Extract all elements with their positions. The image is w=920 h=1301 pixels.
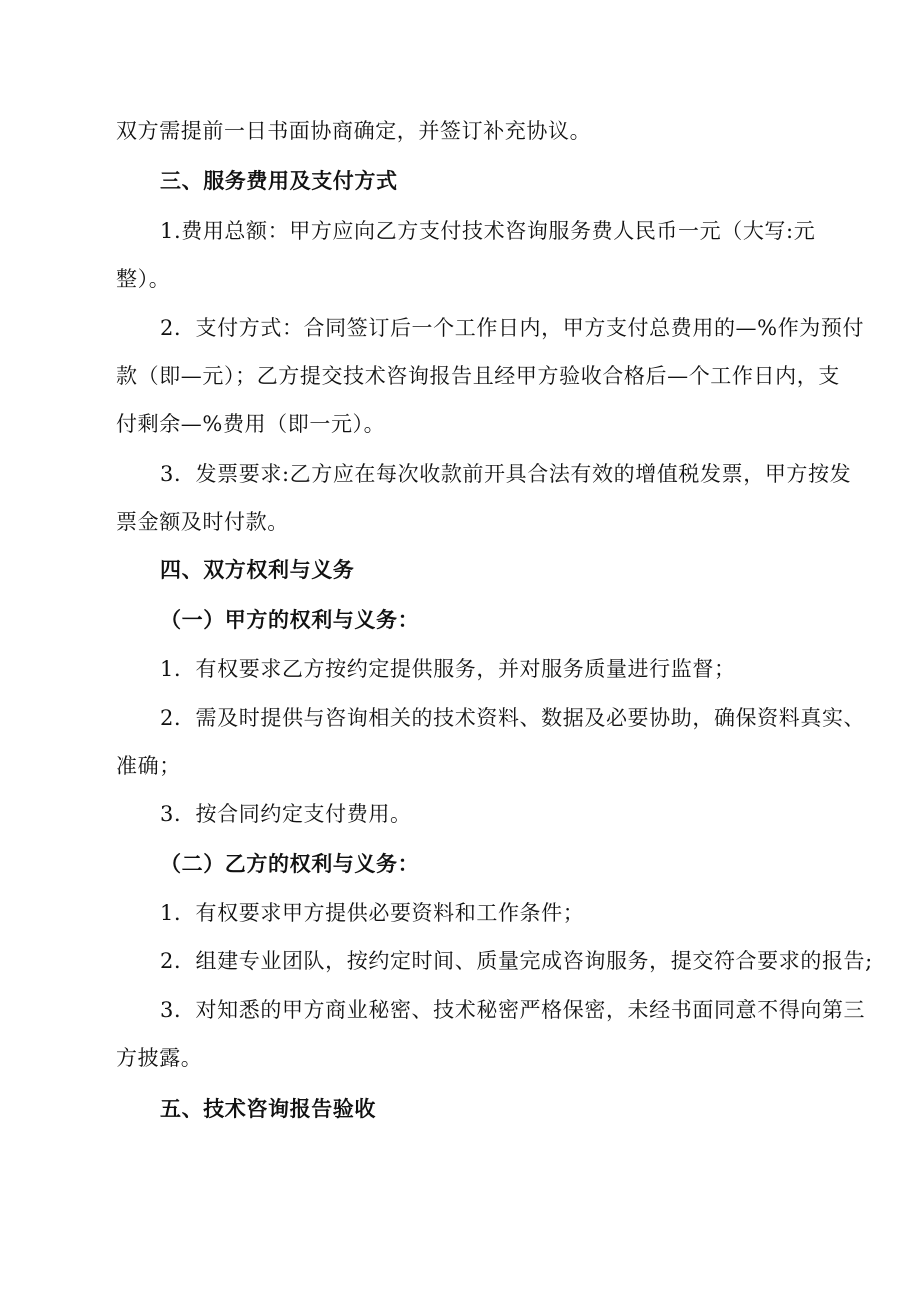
paragraph-line: 付剩余—%费用（即一元）。 [116,412,386,436]
paragraph-line: 1.费用总额：甲方应向乙方支付技术咨询服务费人民币一元（大写:元 [160,219,816,243]
paragraph-line: 双方需提前一日书面协商确定，并签订补充协议。 [116,119,592,143]
paragraph-line: 2．需及时提供与咨询相关的技术资料、数据及必要协助，确保资料真实、 [160,706,866,730]
section-heading-4: 四、双方权利与义务 [160,557,355,582]
paragraph-line: 3．发票要求:乙方应在每次收款前开具合法有效的增值税发票，甲方按发 [160,462,852,486]
section-heading-3: 三、服务费用及支付方式 [160,168,398,193]
subsection-heading-1: （一）甲方的权利与义务： [160,607,420,632]
paragraph-line: 票金额及时付款。 [116,510,289,534]
paragraph-line: 3．对知悉的甲方商业秘密、技术秘密严格保密，未经书面同意不得向第三 [160,998,866,1022]
paragraph-line: 方披露。 [116,1046,203,1070]
paragraph-line: 1．有权要求乙方按约定提供服务，并对服务质量进行监督； [160,657,736,681]
paragraph-line: 准确； [116,754,181,778]
paragraph-line: 2．组建专业团队，按约定时间、质量完成咨询服务，提交符合要求的报告; [160,949,873,973]
paragraph-line: 1．有权要求甲方提供必要资料和工作条件； [160,901,585,925]
paragraph-line: 2．支付方式：合同签订后一个工作日内，甲方支付总费用的—%作为预付 [160,316,865,340]
paragraph-line: 整）。 [116,267,171,291]
subsection-heading-2: （二）乙方的权利与义务： [160,851,420,876]
paragraph-line: 3．按合同约定支付费用。 [160,802,412,826]
paragraph-line: 款（即—元）；乙方提交技术咨询报告且经甲方验收合格后—个工作日内，支 [116,364,840,388]
section-heading-5: 五、技术咨询报告验收 [160,1096,376,1121]
